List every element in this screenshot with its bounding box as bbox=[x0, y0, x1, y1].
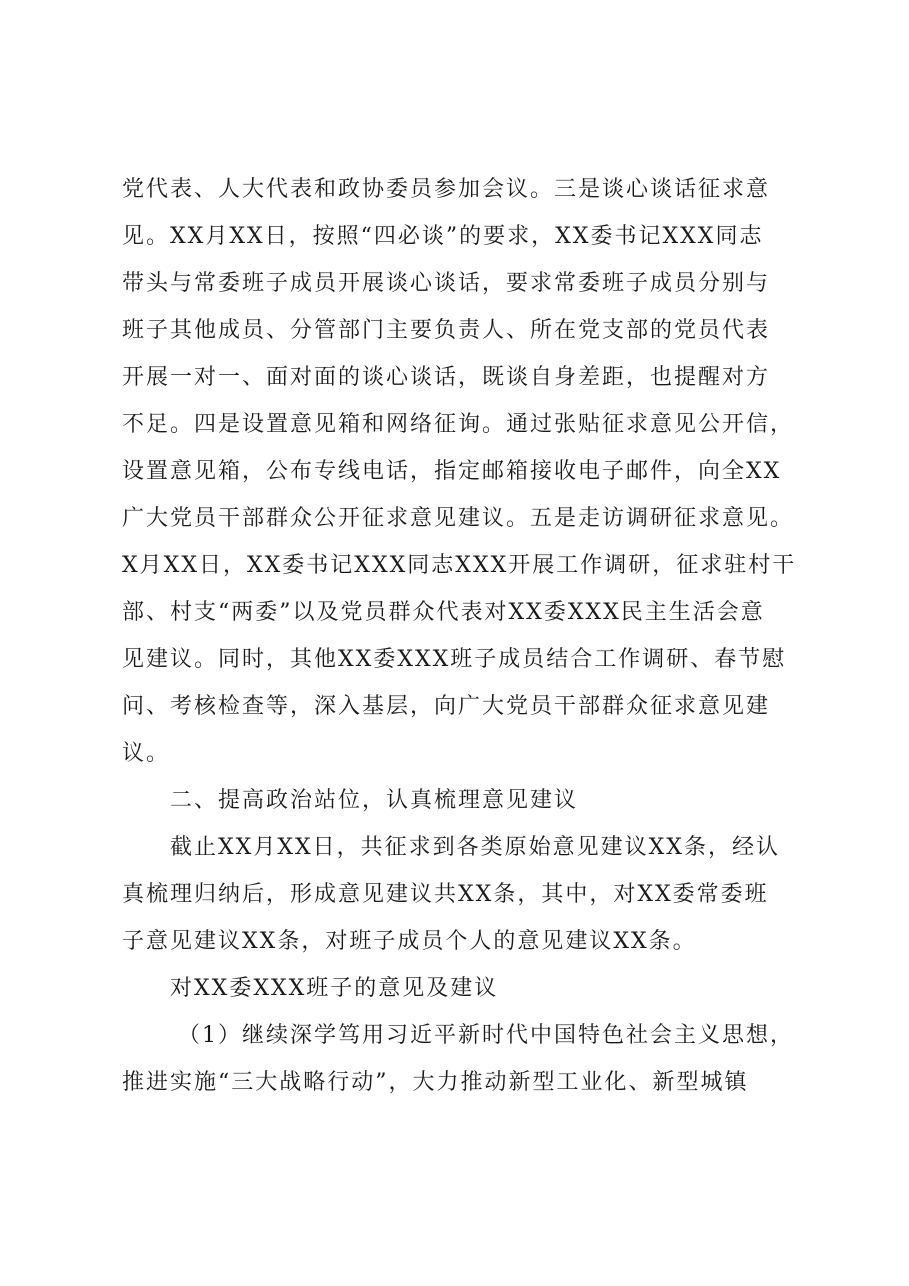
section-heading: 二、提高政治站位，认真梳理意见建议 bbox=[170, 788, 579, 813]
body-line: 带头与常委班子成员开展谈心谈话，要求常委班子成员分别与 bbox=[122, 271, 771, 296]
body-line: 党代表、人大代表和政协委员参加会议。三是谈心谈话征求意 bbox=[122, 177, 771, 202]
body-line: 部、村支“两委”以及党员群众代表对XX委XXX民主生活会意 bbox=[122, 600, 765, 625]
body-line: 开展一对一、面对面的谈心谈话，既谈自身差距，也提醒对方 bbox=[122, 365, 771, 390]
body-line: 不足。四是设置意见箱和网络征询。通过张贴征求意见公开信， bbox=[122, 412, 795, 437]
list-item-line: （1）继续深学笃用习近平新时代中国特色社会主义思想， bbox=[178, 1023, 794, 1048]
paragraph-line: 截止XX月XX日，共征求到各类原始意见建议XX条，经认 bbox=[170, 835, 780, 860]
document-body bbox=[122, 166, 812, 1106]
body-line: 广大党员干部群众公开征求意见建议。五是走访调研征求意见。 bbox=[122, 506, 795, 531]
body-line: 班子其他成员、分管部门主要负责人、所在党支部的党员代表 bbox=[122, 318, 771, 343]
body-line: 见。XX月XX日，按照“四必谈”的要求，XX委书记XXX同志 bbox=[122, 224, 764, 249]
body-line: 设置意见箱，公布专线电话，指定邮箱接收电子邮件，向全XX bbox=[122, 459, 782, 484]
list-item-line: 推进实施“三大战略行动”，大力推动新型工业化、新型城镇 bbox=[122, 1070, 749, 1095]
paragraph-line: 真梳理归纳后，形成意见建议共XX条，其中，对XX委常委班 bbox=[122, 882, 769, 907]
body-line: 见建议。同时，其他XX委XXX班子成员结合工作调研、春节慰 bbox=[122, 647, 787, 672]
subheading: 对XX委XXX班子的意见及建议 bbox=[170, 976, 499, 1001]
body-line: X月XX日，XX委书记XXX同志XXX开展工作调研，征求驻村干 bbox=[122, 553, 797, 578]
body-line: 议。 bbox=[122, 741, 171, 766]
body-line: 问、考核检查等，深入基层，向广大党员干部群众征求意见建 bbox=[122, 694, 771, 719]
paragraph-line: 子意见建议XX条，对班子成员个人的意见建议XX条。 bbox=[122, 929, 697, 954]
